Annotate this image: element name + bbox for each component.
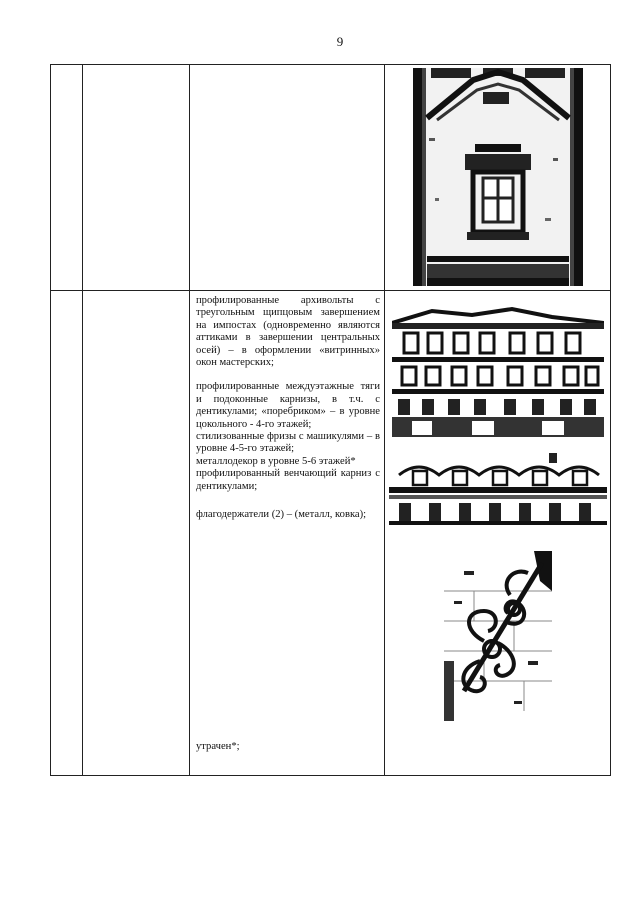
facade-gable-with-window-photo bbox=[413, 68, 583, 286]
element-description-cell bbox=[190, 65, 385, 291]
page-number: 9 bbox=[336, 34, 344, 49]
heritage-elements-table bbox=[50, 64, 611, 776]
description-item: профилированные архивольты с треугольным щипцовым завершением на импостах (одновременно являются аттиками в завершении центральных осей) – в оформлении «витринных» окон мастерских; bbox=[196, 295, 380, 369]
element-name-cell bbox=[83, 291, 190, 776]
description-item: профилированные междуэтажные тяги и подоконные карнизы, в т.ч. с дентикулами; «поребриком» – в уровне цокольного - 4-го этажей; bbox=[196, 381, 380, 430]
table-row bbox=[51, 291, 611, 776]
row-number-cell bbox=[51, 291, 83, 776]
description-item: профилированный венчающий карниз с дентикулами; bbox=[196, 468, 380, 492]
description-item: флагодержатели (2) – (металл, ковка); bbox=[196, 509, 367, 521]
description-item: стилизованные фризы с машикулями – в уровне 4-5-го этажей; bbox=[196, 431, 380, 455]
row-number-cell bbox=[51, 65, 83, 291]
photo-cell bbox=[385, 65, 611, 291]
roofline-cornice-photo bbox=[389, 449, 607, 527]
description-item: утрачен*; bbox=[196, 741, 240, 752]
flag-holder-ironwork-photo bbox=[444, 551, 552, 721]
photo-cell bbox=[385, 291, 611, 776]
element-name-cell bbox=[83, 65, 190, 291]
element-description-cell bbox=[190, 291, 385, 776]
table-row bbox=[51, 65, 611, 291]
description-item: металлодекор в уровне 5-6 этажей* bbox=[196, 455, 356, 467]
building-facade-photo bbox=[392, 305, 604, 437]
